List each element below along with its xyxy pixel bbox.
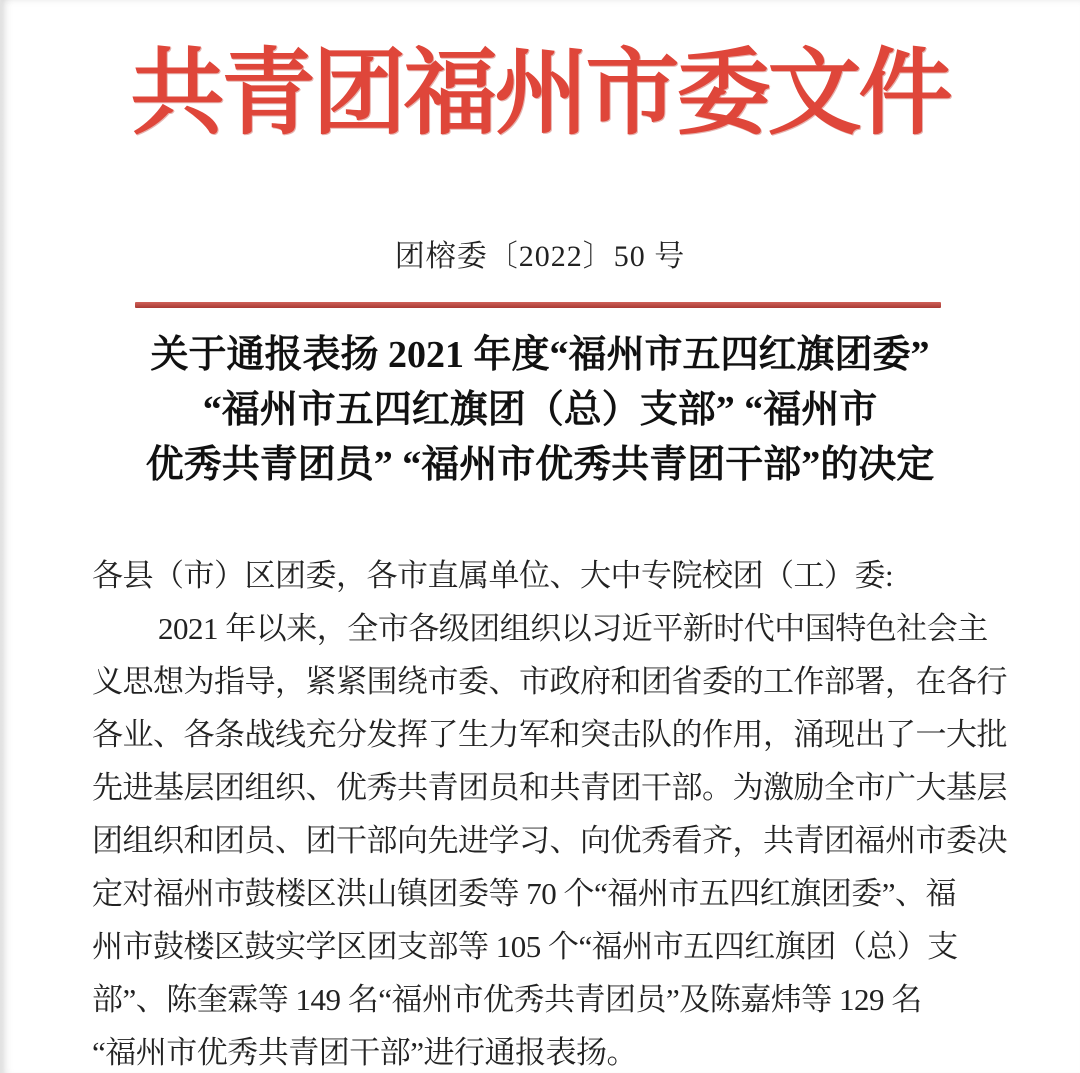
body-line: 部”、陈奎霖等 149 名“福州市优秀共青团员”及陈嘉炜等 129 名 [92,982,922,1017]
red-divider-line [135,302,941,308]
document-title-line: 优秀共青团员” “福州市优秀共青团干部”的决定 [145,444,935,486]
body-line-salutation: 各县（市）区团委，各市直属单位、大中专院校团（工）委: [92,558,894,593]
body-line: “福州市优秀共青团干部”进行通报表扬。 [92,1035,638,1070]
body-line: 团组织和团员、团干部向先进学习、向优秀看齐，共青团福州市委决 [92,823,1007,858]
body-line: 州市鼓楼区鼓实学区团支部等 105 个“福州市五四红旗团（总）支 [92,929,958,964]
document-title [0,328,1080,493]
body-line: 各业、各条战线充分发挥了生力军和突击队的作用，涌现出了一大批 [92,717,1007,752]
document-body [92,549,1007,1073]
document-title-line: “福州市五四红旗团（总）支部” “福州市 [202,389,878,431]
document-number: 团榕委〔2022〕50 号 [394,240,686,273]
body-line: 先进基层团组织、优秀共青团员和共青团干部。为激励全市广大基层 [92,770,1007,805]
body-line: 定对福州市鼓楼区洪山镇团委等 70 个“福州市五四红旗团委”、福 [92,876,957,911]
body-line: 2021 年以来，全市各级团组织以习近平新时代中国特色社会主 [158,611,988,646]
body-line: 义思想为指导，紧紧围绕市委、市政府和团省委的工作部署，在各行 [92,664,1007,699]
masthead-title: 共青团福州市委文件 [130,42,950,146]
document-title-line: 关于通报表扬 2021 年度“福州市五四红旗团委” [150,334,930,376]
